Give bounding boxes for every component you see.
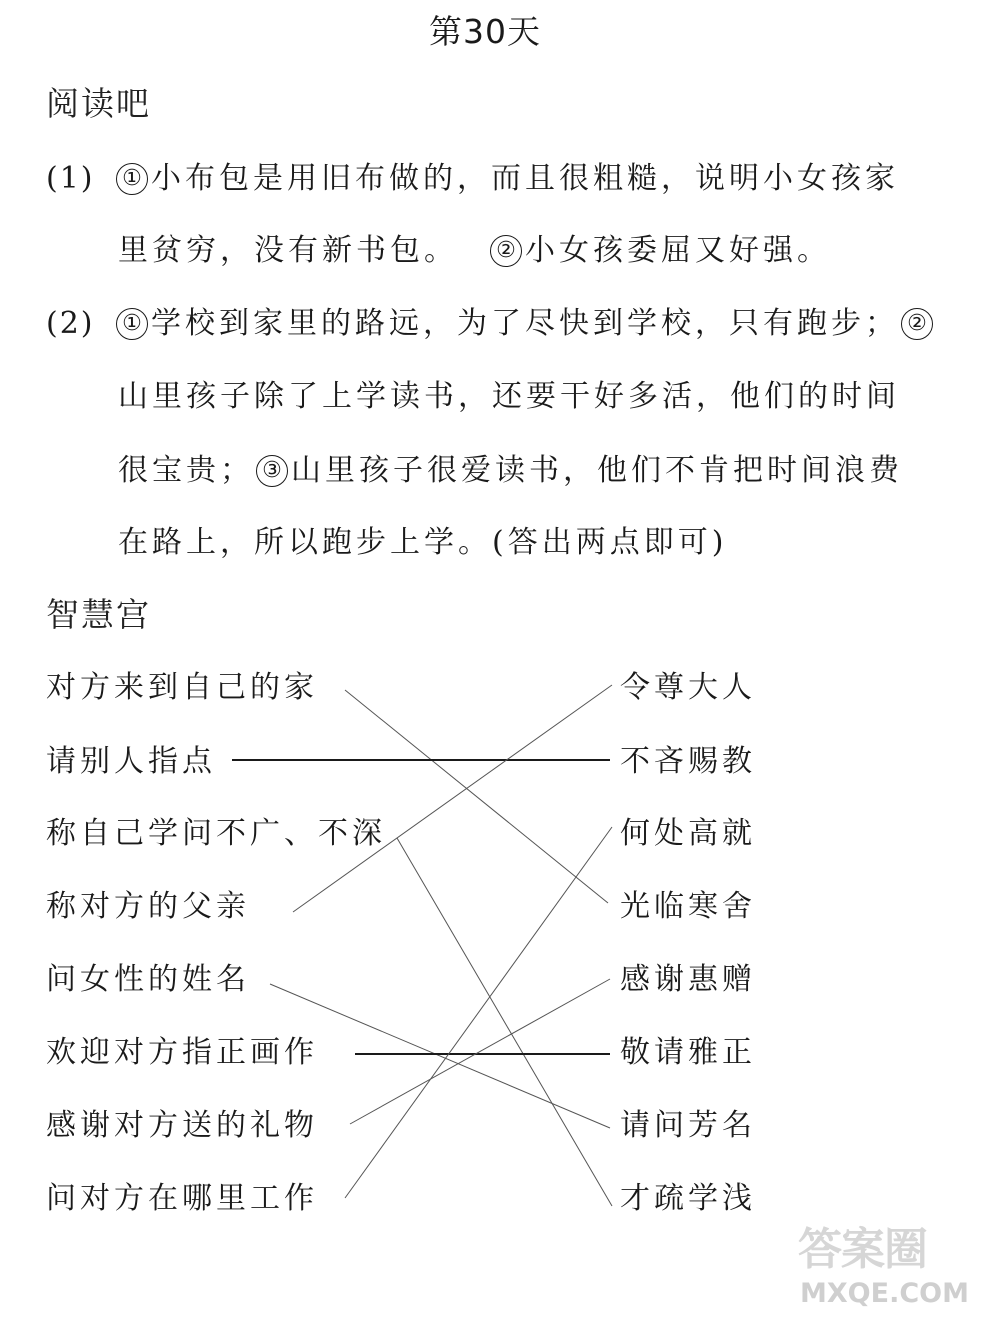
page-title: 第30天 xyxy=(429,12,541,51)
match-line xyxy=(345,690,608,903)
section-heading-reading: 阅读吧 xyxy=(46,84,151,123)
match-right-item: 不吝赐教 xyxy=(620,744,756,779)
circled-number: ① xyxy=(116,163,148,195)
answer-text: 学校到家里的路远，为了尽快到学校，只有跑步； xyxy=(151,306,899,341)
answer-1-line-1 xyxy=(46,157,899,201)
match-line xyxy=(270,984,610,1128)
match-line xyxy=(293,685,612,912)
circled-number: ② xyxy=(490,235,522,267)
question-number-2: (2) xyxy=(46,306,95,341)
answer-text: 小布包是用旧布做的，而且很粗糙，说明小女孩家 xyxy=(151,161,899,196)
watermark-logo xyxy=(790,1222,990,1317)
match-left-item: 问对方在哪里工作 xyxy=(46,1181,318,1216)
answer-text: 很宝贵； xyxy=(118,453,254,488)
section-heading-wisdom: 智慧宫 xyxy=(46,595,151,634)
answer-2-line-4 xyxy=(118,521,727,565)
answer-text: 里贫穷，没有新书包。 xyxy=(118,233,458,268)
answer-2-line-2 xyxy=(118,375,900,419)
answer-1-line-2 xyxy=(118,229,831,273)
match-right-item: 请问芳名 xyxy=(620,1108,756,1143)
match-right-item: 光临寒舍 xyxy=(620,889,756,924)
match-right-item: 令尊大人 xyxy=(620,670,756,705)
match-left-item: 欢迎对方指正画作 xyxy=(46,1035,318,1070)
match-line xyxy=(345,827,612,1198)
circled-number: ② xyxy=(901,308,933,340)
circled-number: ① xyxy=(116,308,148,340)
match-left-item: 称对方的父亲 xyxy=(46,889,250,924)
answer-text: 小女孩委屈又好强。 xyxy=(525,233,831,268)
answer-2-line-1 xyxy=(46,302,936,346)
watermark-url: MXQE.COM xyxy=(800,1278,969,1309)
answer-text: 山里孩子除了上学读书，还要干好多活，他们的时间 xyxy=(118,379,900,414)
question-number-1: (1) xyxy=(46,161,95,196)
match-line xyxy=(397,838,612,1206)
watermark-brand: 答案圈 xyxy=(798,1224,927,1275)
match-left-item: 问女性的姓名 xyxy=(46,962,250,997)
match-right-item: 才疏学浅 xyxy=(620,1181,756,1216)
circled-number: ③ xyxy=(256,455,288,487)
answer-text: 山里孩子很爱读书，他们不肯把时间浪费 xyxy=(291,453,903,488)
match-right-item: 敬请雅正 xyxy=(620,1035,756,1070)
match-left-item: 请别人指点 xyxy=(46,744,216,779)
match-line xyxy=(350,979,610,1124)
match-left-item: 感谢对方送的礼物 xyxy=(46,1108,318,1143)
answer-text: 在路上，所以跑步上学。(答出两点即可) xyxy=(118,525,728,560)
match-left-item: 称自己学问不广、不深 xyxy=(46,816,386,851)
answer-2-line-3 xyxy=(118,449,903,493)
match-right-item: 何处高就 xyxy=(620,816,756,851)
match-left-item: 对方来到自己的家 xyxy=(46,670,318,705)
match-right-item: 感谢惠赠 xyxy=(620,962,756,997)
